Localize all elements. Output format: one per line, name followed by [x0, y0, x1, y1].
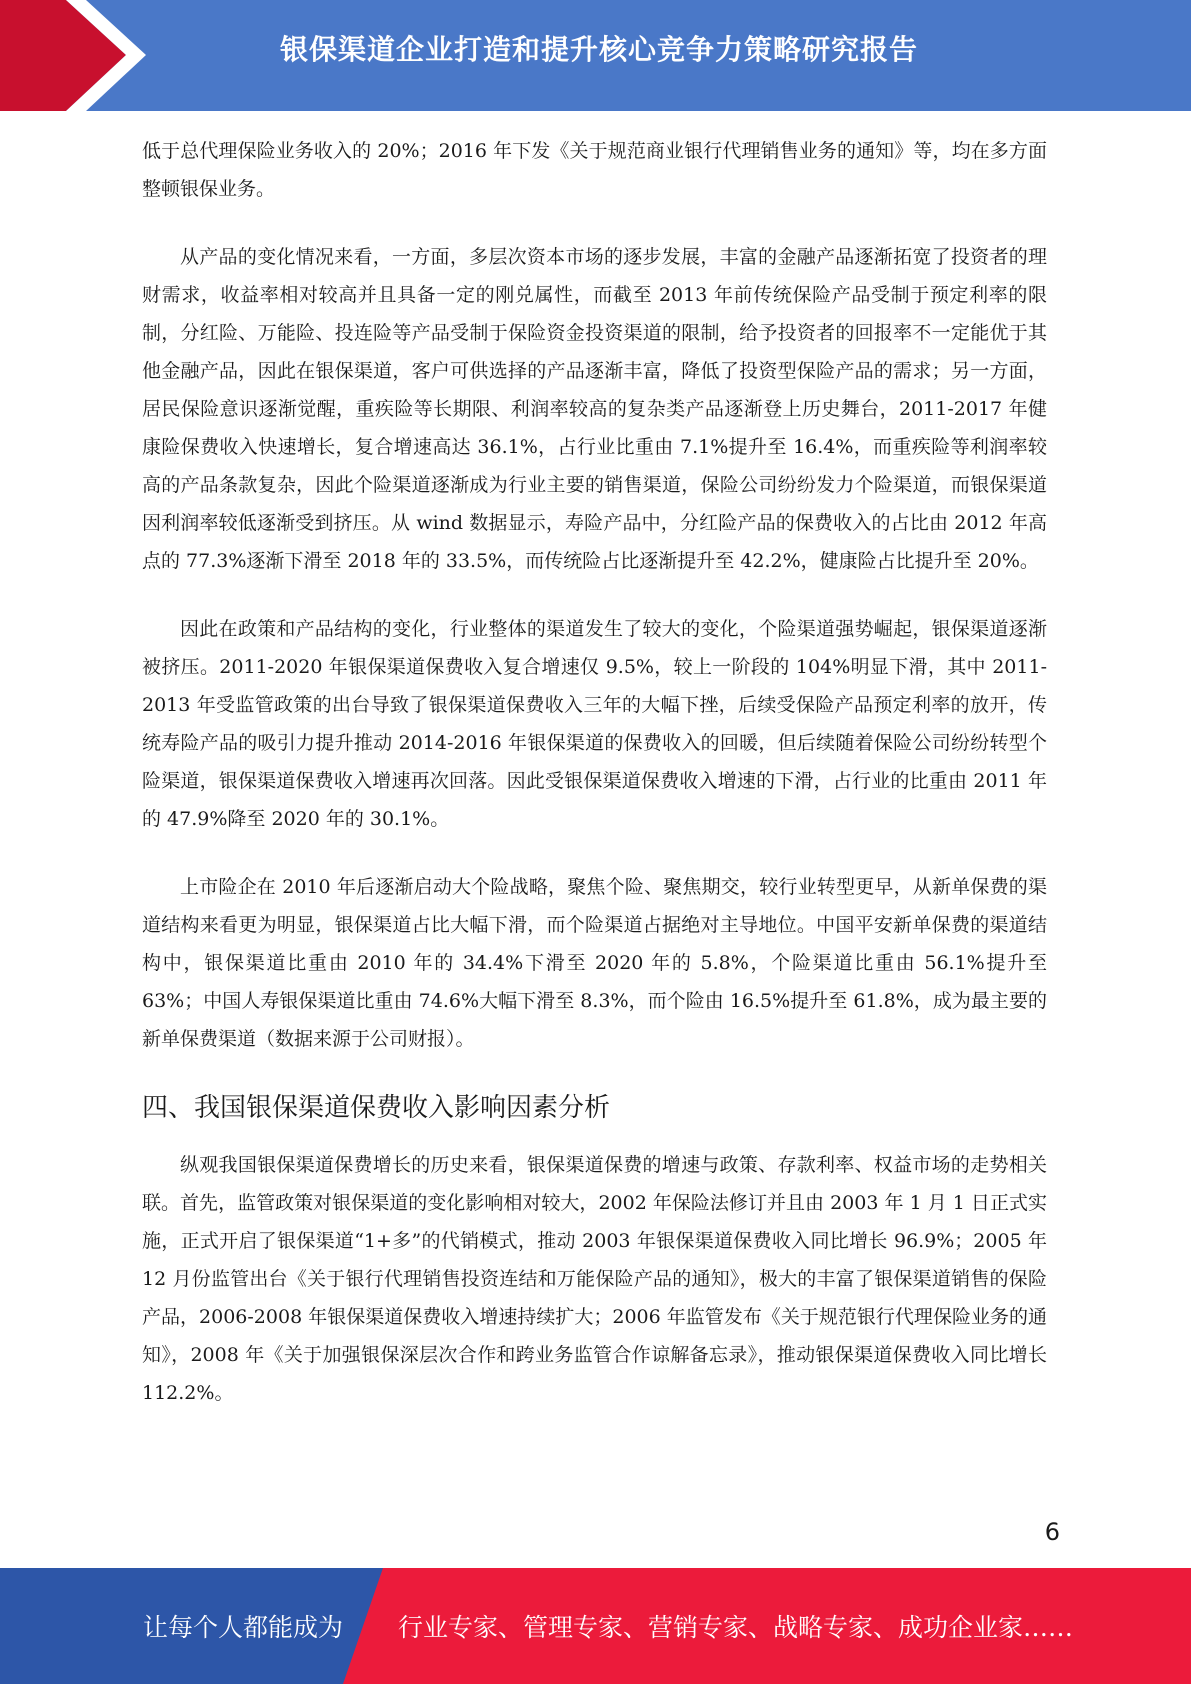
paragraph: 从产品的变化情况来看，一方面，多层次资本市场的逐步发展，丰富的金融产品逐渐拓宽了投资者的理财需求，收益率相对较高并且具备一定的刚兑属性，而截至 2013 年前传统保险产品受制于预定利率的限制，分红险、万能险、投连险等产品受制于保险资金投资渠道的限制，给予投资者的回报率不一定能优于其他金融产品，因此在银保渠道，客户可供选择的产品逐渐丰富，降低了投资型保险产品的需求；另一方面，居民保险意识逐渐觉醒，重疾险等长期限、利润率较高的复杂类产品逐渐登上历史舞台，2011-2017 年健康险保费收入快速增长，复合增速高达 36.1%，占行业比重由 7.1%提升至 16.4%，而重疾险等利润率较高的产品条款复杂，因此个险渠道逐渐成为行业主要的销售渠道，保险公司纷纷发力个险渠道，而银保渠道因利润率较低逐渐受到挤压。从 wind 数据显示，寿险产品中，分红险产品的保费收入的占比由 2012 年高点的 77.3%逐渐下滑至 2018 年的 33.5%，而传统险占比逐渐提升至 42.2%，健康险占比提升至 20%。	[142, 246, 1047, 572]
section-heading: 四、我国银保渠道保费收入影响因素分析	[142, 1093, 611, 1123]
footer-slogan-left: 让每个人都能成为	[143, 1613, 344, 1642]
paragraph: 纵观我国银保渠道保费增长的历史来看，银保渠道保费的增速与政策、存款利率、权益市场的走势相关联。首先，监管政策对银保渠道的变化影响相对较大，2002 年保险法修订并且由 2003 年 1 月 1 日正式实施，正式开启了银保渠道“1+多”的代销模式，推动 2003 年银保渠道保费收入同比增长 96.9%；2005 年 12 月份监管出台《关于银行代理销售投资连结和万能保险产品的通知》，极大的丰富了银保渠道销售的保险产品，2006-2008 年银保渠道保费收入增速持续扩大；2006 年监管发布《关于规范银行代理保险业务的通知》，2008 年《关于加强银保深层次合作和跨业务监管合作谅解备忘录》，推动银保渠道保费收入同比增长 112.2%。	[142, 1154, 1047, 1404]
footer-slogan-right: 行业专家、管理专家、营销专家、战略专家、成功企业家……	[398, 1613, 1074, 1642]
paragraph: 上市险企在 2010 年后逐渐启动大个险战略，聚焦个险、聚焦期交，较行业转型更早，从新单保费的渠道结构来看更为明显，银保渠道占比大幅下滑，而个险渠道占据绝对主导地位。中国平安新单保费的渠道结构中，银保渠道比重由 2010 年的 34.4%下滑至 2020 年的 5.8%，个险渠道比重由 56.1%提升至 63%；中国人寿银保渠道比重由 74.6%大幅下滑至 8.3%，而个险由 16.5%提升至 61.8%，成为最主要的新单保费渠道（数据来源于公司财报）。	[142, 876, 1047, 1050]
page-header	[0, 0, 1191, 111]
page-footer	[0, 1568, 1191, 1684]
document-body	[142, 132, 1047, 1442]
header-arrow-decoration	[0, 0, 160, 111]
report-title: 银保渠道企业打造和提升核心竞争力策略研究报告	[280, 33, 919, 66]
page-number: 6	[1044, 1518, 1060, 1546]
paragraph: 低于总代理保险业务收入的 20%；2016 年下发《关于规范商业银行代理销售业务的通知》等，均在多方面整顿银保业务。	[142, 140, 1047, 200]
paragraph: 因此在政策和产品结构的变化，行业整体的渠道发生了较大的变化，个险渠道强势崛起，银保渠道逐渐被挤压。2011-2020 年银保渠道保费收入复合增速仅 9.5%，较上一阶段的 104%明显下滑，其中 2011-2013 年受监管政策的出台导致了银保渠道保费收入三年的大幅下挫，后续受保险产品预定利率的放开，传统寿险产品的吸引力提升推动 2014-2016 年银保渠道的保费收入的回暖，但后续随着保险公司纷纷转型个险渠道，银保渠道保费收入增速再次回落。因此受银保渠道保费收入增速的下滑，占行业的比重由 2011 年的 47.9%降至 2020 年的 30.1%。	[142, 618, 1047, 830]
